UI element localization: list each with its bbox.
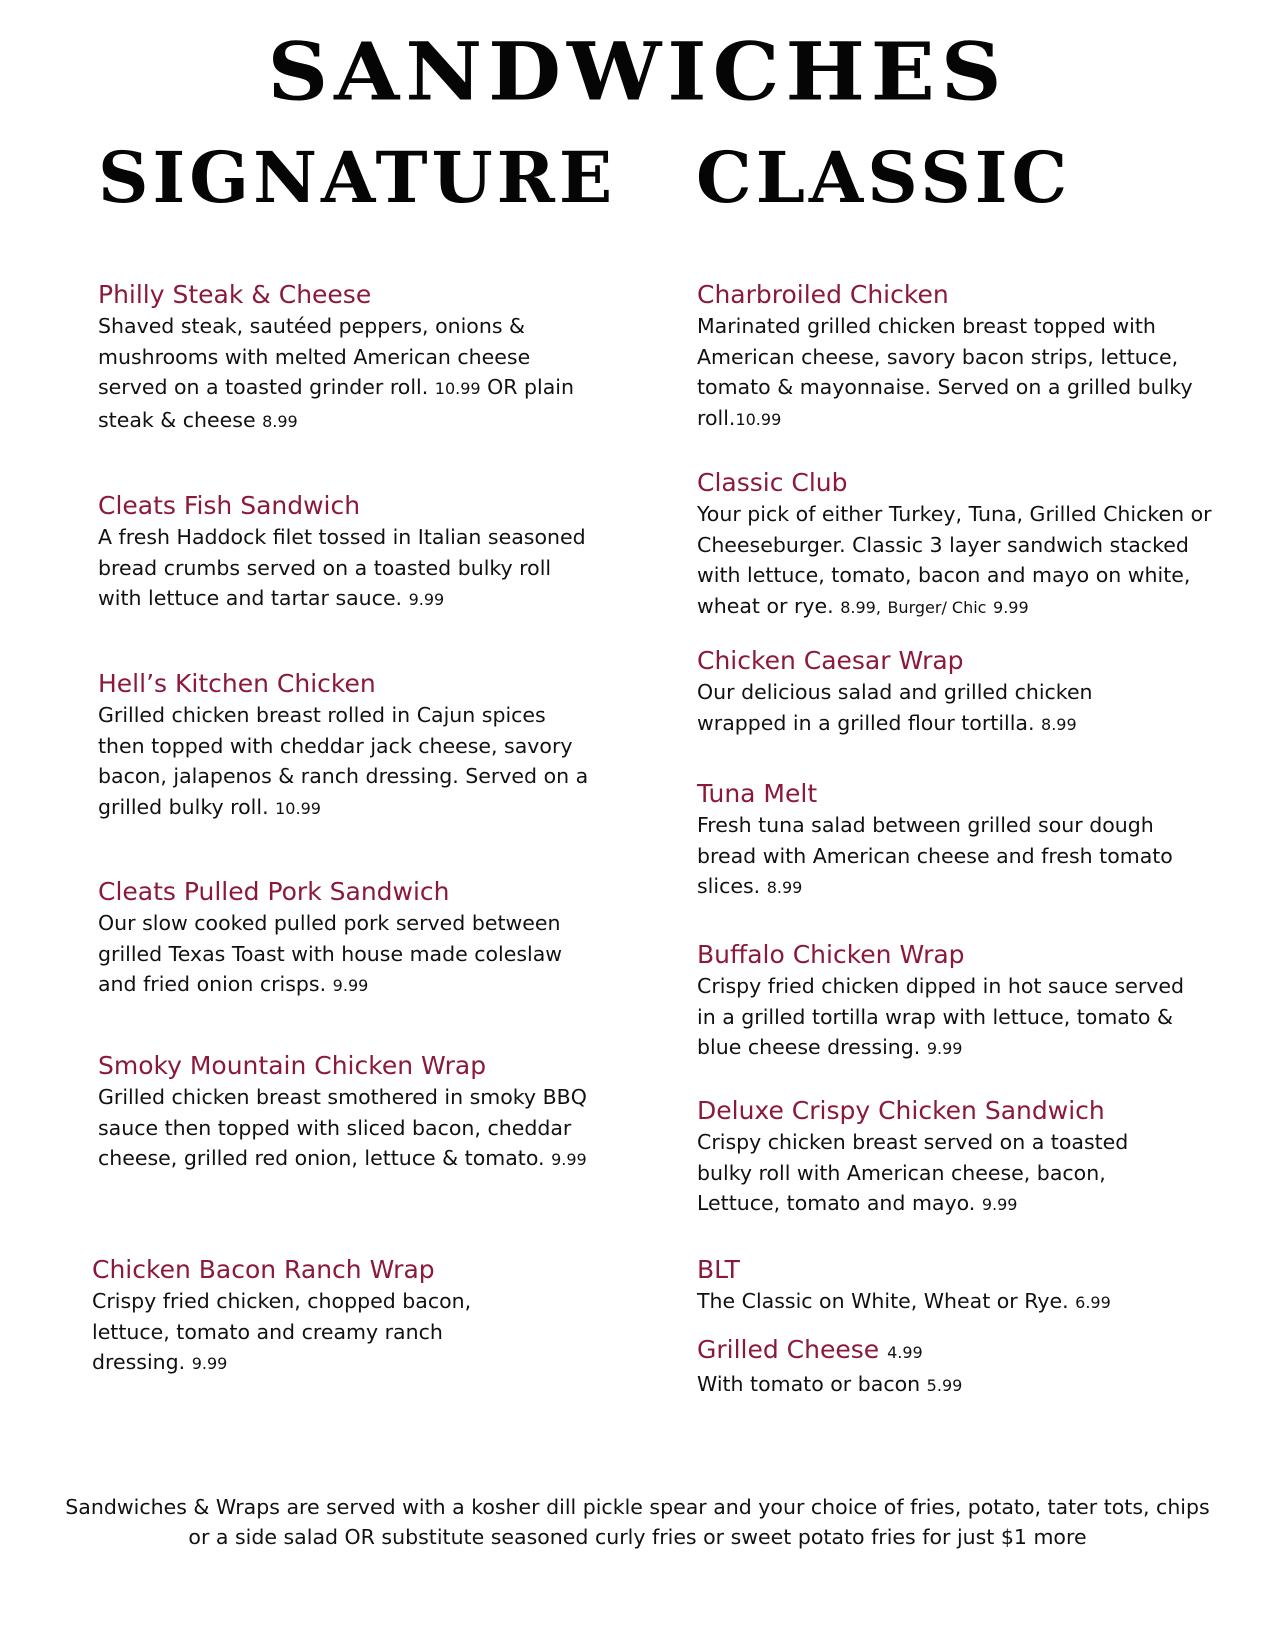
item-name: Chicken Caesar Wrap [697,646,964,675]
menu-item-caesar-wrap [697,645,1167,740]
item-description: Marinated grilled chicken breast topped with American cheese, savory bacon strips, lettuce, tomato & mayonnaise. Served on a grilled bulky roll.10.99 [697,314,1193,430]
item-description: The Classic on White, Wheat or Rye. 6.99 [697,1289,1111,1313]
item-description: A fresh Haddock filet tossed in Italian seasoned bread crumbs served on a toasted bulky roll with lettuce and tartar sauce. 9.99 [98,525,586,610]
item-name: Classic Club [697,468,848,497]
item-description: Crispy fried chicken dipped in hot sauce served in a grilled tortilla wrap with lettuce, tomato & blue cheese dressing. 9.99 [697,974,1185,1059]
item-name: Cleats Pulled Pork Sandwich [98,877,450,906]
item-price: 9.99 [926,1039,963,1058]
item-description: Your pick of either Turkey, Tuna, Grilled Chicken or Cheeseburger. Classic 3 layer sandwich stacked with lettuce, tomato, bacon and mayo on white, wheat or rye. 8.99, Burger/ Chic 9.99 [697,502,1212,618]
item-description: Crispy fried chicken, chopped bacon, lettuce, tomato and creamy ranch dressing. 9.99 [92,1289,472,1374]
item-price: 6.99 [1075,1293,1111,1312]
item-name: Chicken Bacon Ranch Wrap [92,1255,435,1284]
menu-item-classic-club [697,467,1237,623]
item-name: Philly Steak & Cheese [98,280,372,309]
item-name: Cleats Fish Sandwich [98,491,361,520]
menu-title: SANDWICHES [267,24,1008,119]
menu-item-pulled-pork [98,876,598,1002]
item-price: 10.99 [275,798,321,818]
item-name: BLT [697,1255,740,1284]
item-price: 5.99 [926,1376,963,1395]
menu-item-tuna-melt [697,778,1197,904]
item-description: Our slow cooked pulled pork served between grilled Texas Toast with house made coleslaw and fried onion crisps. 9.99 [98,911,563,996]
menu-item-buffalo-wrap [697,939,1197,1065]
item-description: Our delicious salad and grilled chicken wrapped in a grilled flour tortilla. 8.99 [697,680,1093,735]
item-price: 9.99 [981,1195,1018,1214]
menu-item-charbroiled-chicken [697,279,1217,435]
menu-item-grilled-cheese [697,1334,1217,1402]
item-price: 9.99 [408,590,445,609]
item-name: Tuna Melt [697,779,818,808]
item-price: 9.99 [551,1150,587,1169]
item-name: Grilled Cheese 4.99 [697,1335,923,1364]
item-description: Grilled chicken breast rolled in Cajun spices then topped with cheddar jack cheese, savory bacon, jalapenos & ranch dressing. Served on a grilled bulky roll. 10.99 [98,703,589,819]
item-name: Charbroiled Chicken [697,280,949,309]
menu-item-fish-sandwich [98,490,598,616]
item-description: Shaved steak, sautéed peppers, onions & mushrooms with melted American cheese served on a toasted grinder roll. 10.99 OR plain steak & cheese 8.99 [98,314,574,432]
menu-item-hells-kitchen [98,668,598,824]
item-description: Crispy chicken breast served on a toasted bulky roll with American cheese, bacon, Lettuce, tomato and mayo. 9.99 [697,1130,1129,1215]
menu-item-bacon-ranch-wrap [92,1254,532,1380]
classic-heading: CLASSIC [696,136,1072,219]
item-price: 9.99 [191,1354,228,1373]
item-description: With tomato or bacon 5.99 [697,1372,963,1396]
item-price: 10.99 [434,379,481,398]
item-extra-price: 8.99 [262,411,298,431]
item-description: Fresh tuna salad between grilled sour dough bread with American cheese and fresh tomato slices. 8.99 [697,813,1173,898]
item-name: Smoky Mountain Chicken Wrap [98,1051,487,1080]
item-extra-price: 9.99 [993,597,1029,617]
item-price: 8.99, [840,597,881,617]
item-price: 10.99 [735,409,782,429]
item-name: Buffalo Chicken Wrap [697,940,965,969]
menu-item-philly-steak [98,279,598,437]
menu-item-smoky-mountain [98,1050,598,1176]
item-name-price: 4.99 [887,1343,923,1362]
menu-item-blt [697,1254,1217,1319]
menu-item-deluxe-crispy [697,1095,1177,1221]
item-price: 9.99 [332,976,369,995]
item-extra: OR plain steak & cheese [98,375,574,432]
item-extra: Burger/ Chic [887,597,987,617]
menu-footer-note: Sandwiches & Wraps are served with a kosher dill pickle spear and your choice of fries, potato, tater tots, chips or a side salad OR substitute seasoned curly fries or sweet potato fries for just $1 more [65,1495,1210,1549]
item-name: Deluxe Crispy Chicken Sandwich [697,1096,1105,1125]
item-price: 8.99 [766,878,803,897]
item-description: Grilled chicken breast smothered in smoky BBQ sauce then topped with sliced bacon, cheddar cheese, grilled red onion, lettuce & tomato. 9.99 [98,1085,587,1170]
item-name: Hell’s Kitchen Chicken [98,669,376,698]
item-price: 8.99 [1041,714,1077,734]
signature-heading: SIGNATURE [98,136,617,219]
